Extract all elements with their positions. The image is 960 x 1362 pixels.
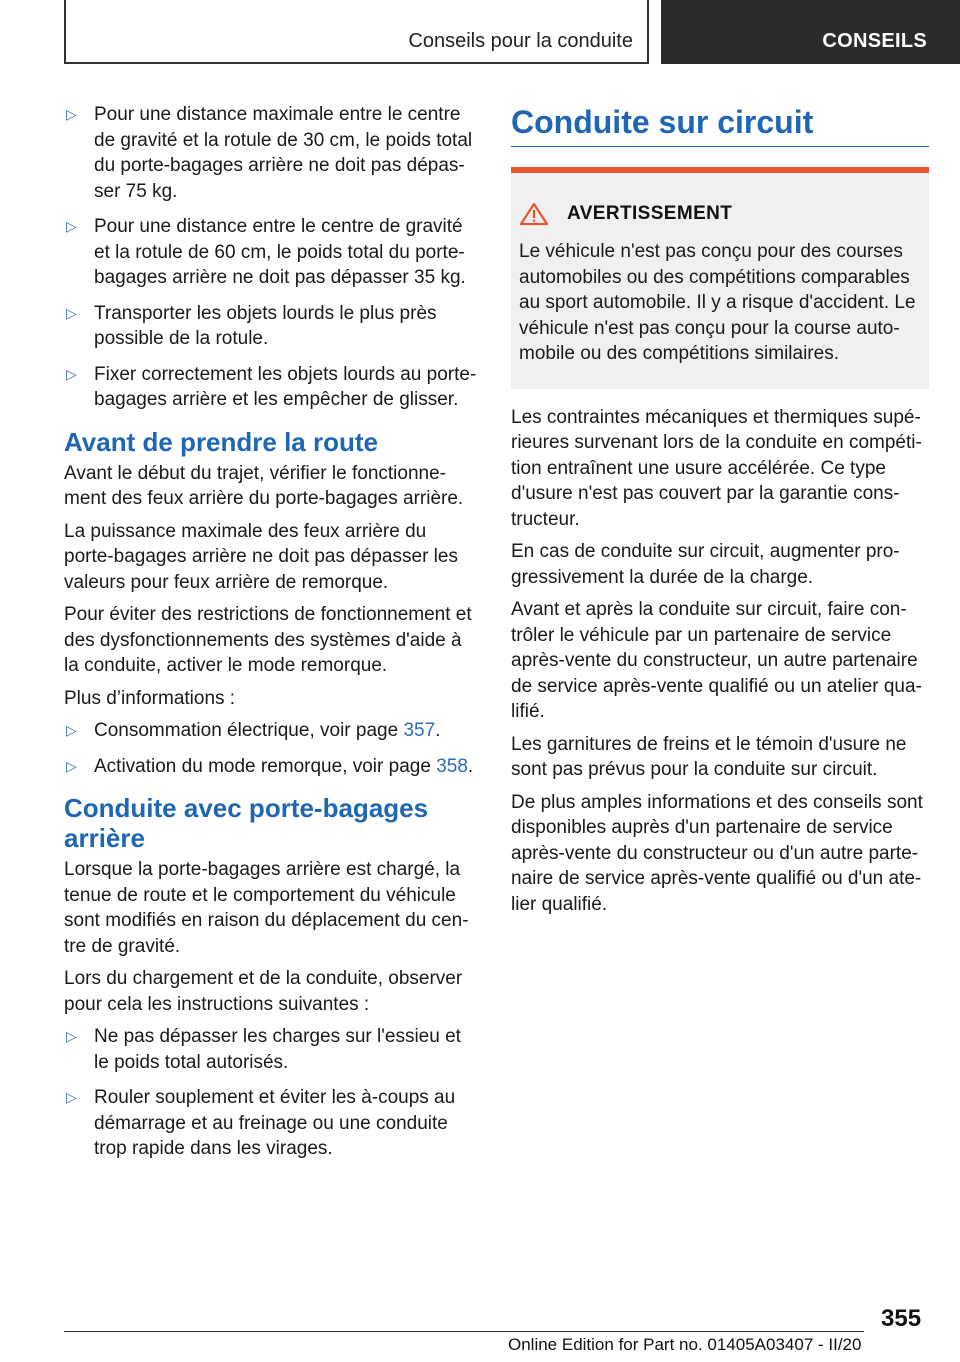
warning-header — [511, 173, 929, 229]
paragraph: De plus amples informations et des conseils sont disponibles auprès d'un partenaire de service après-vente du constructeur ou d'un autre parte-naire de service après-vente qualifié ou d'un ate-lier qualifié. — [511, 791, 923, 915]
warning-triangle-icon — [519, 202, 549, 226]
list-item: ▷ Activation du mode remorque, voir page 358. — [64, 754, 480, 780]
right-column — [511, 102, 929, 924]
triangle-bullet-icon: ▷ — [66, 304, 77, 321]
page-title: Conduite sur circuit — [511, 104, 814, 140]
list-item: ▷ Pour une distance entre le centre de gravité et la rotule de 60 cm, le poids total du porte-bagages arrière ne doit pas dépasser 35 kg. — [66, 216, 466, 288]
triangle-bullet-icon: ▷ — [66, 365, 77, 382]
paragraph: Plus d’informations : — [64, 687, 236, 709]
paragraph: Lors du chargement et de la conduite, observer pour cela les instructions suivantes : — [64, 968, 463, 1015]
list-item: ▷ Rouler souplement et éviter les à-coups au démarrage et au freinage ou une conduite trop rapide dans les virages. — [66, 1087, 456, 1159]
warning-text: Le véhicule n'est pas conçu pour des courses automobiles ou des compétitions comparables au sport automobile. Il y a risque d'accident. Le véhicule n'est pas conçu pour la course auto-mobile ou des compétitions similaires. — [519, 241, 916, 364]
footer-divider — [64, 1331, 864, 1332]
triangle-bullet-icon: ▷ — [66, 722, 77, 738]
warning-box — [511, 167, 929, 389]
title-divider — [511, 146, 929, 147]
chapter-title: Conseils pour la conduite — [408, 30, 633, 52]
section-heading-before-driving: Avant de prendre la route — [64, 426, 378, 457]
list-item: ▷ Fixer correctement les objets lourds au porte-bagages arrière et les empêcher de glisser. — [66, 363, 477, 410]
paragraph: En cas de conduite sur circuit, augmenter pro-gressivement la durée de la charge. — [511, 541, 900, 588]
left-column — [64, 102, 480, 1172]
list-item: ▷ Pour une distance maximale entre le centre de gravité et la rotule de 30 cm, le poids total du porte-bagages arrière ne doit pas dépas-ser 75 kg. — [66, 104, 473, 202]
header-chapter-box — [64, 0, 649, 64]
section-label: CONSEILS — [822, 30, 927, 52]
instruction-list — [64, 1024, 480, 1162]
triangle-bullet-icon: ▷ — [66, 218, 77, 234]
top-bullet-list — [64, 102, 480, 413]
triangle-bullet-icon: ▷ — [66, 757, 77, 774]
paragraph: Pour éviter des restrictions de fonctionnement et des dysfonctionnements des systèmes d'aide à la conduite, activer le mode remorque. — [64, 604, 472, 676]
page-link-358[interactable]: 358 — [436, 755, 468, 777]
triangle-bullet-icon: ▷ — [66, 106, 77, 122]
section-heading-rear-carrier: Conduite avec porte-bagages arrière — [64, 793, 429, 853]
paragraph: Les garnitures de freins et le témoin d'usure ne sont pas prévus pour la conduite sur circuit. — [511, 733, 907, 780]
footer-edition: Online Edition for Part no. 01405A03407 - II/20 — [508, 1335, 862, 1354]
triangle-bullet-icon: ▷ — [66, 1089, 77, 1105]
list-item: ▷ Ne pas dépasser les charges sur l'essieu et le poids total autorisés. — [66, 1026, 461, 1073]
reference-list — [64, 718, 480, 779]
paragraph: Lorsque la porte-bagages arrière est chargé, la tenue de route et le comportement du véhicule sont modifiés en raison du déplacement du cen-tre de gravité. — [64, 859, 469, 957]
page-link-357[interactable]: 357 — [403, 720, 436, 741]
warning-title: AVERTISSEMENT — [567, 203, 733, 224]
triangle-bullet-icon: ▷ — [66, 1028, 77, 1044]
section-tab — [661, 0, 960, 64]
page-number: 355 — [881, 1305, 922, 1332]
paragraph: Avant et après la conduite sur circuit, faire con-trôler le véhicule par un partenaire de service après-vente du constructeur, un autre partenaire de service après-vente qualifié ou un atelier qua-lifié. — [511, 599, 922, 722]
paragraph: Avant le début du trajet, vérifier le fonctionne-ment des feux arrière du porte-bagages arrière. — [64, 462, 464, 509]
list-item: ▷ Consommation électrique, voir page 357. — [64, 718, 480, 744]
list-item: ▷ Transporter les objets lourds le plus près possible de la rotule. — [66, 302, 437, 349]
paragraph: La puissance maximale des feux arrière du porte-bagages arrière ne doit pas dépasser les valeurs pour feux arrière de remorque. — [64, 520, 458, 593]
paragraph: Les contraintes mécaniques et thermiques supé-rieures survenant lors de la conduite en compéti-tion entraînent une usure accélérée. Ce type d'usure n'est pas couvert par la garantie cons-tructeur. — [511, 406, 922, 530]
